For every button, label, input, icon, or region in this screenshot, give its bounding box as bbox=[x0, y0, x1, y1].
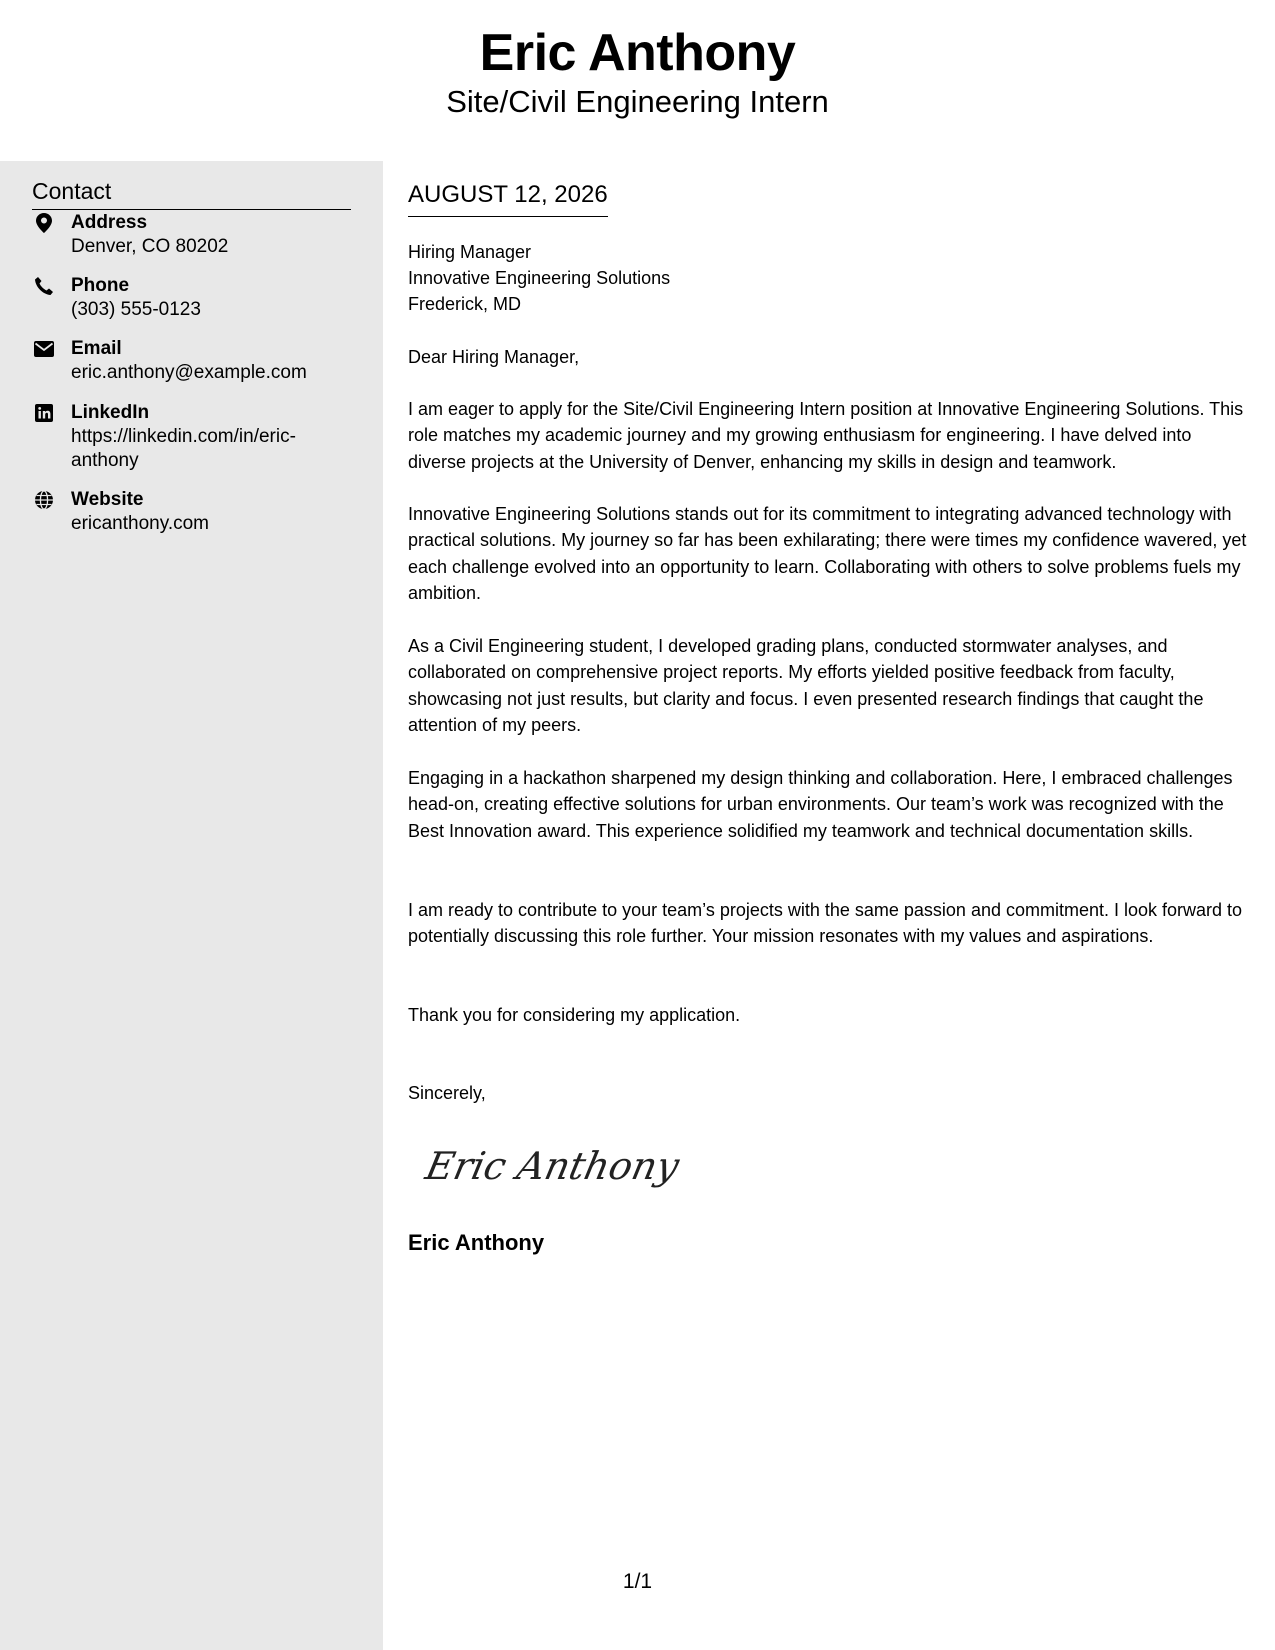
paragraph: I am eager to apply for the Site/Civil Engineering Intern position at Innovative Engineering Solutions. This role matches my academic journey and my growing enthusiasm for engineering. I have delved into diverse projects at the University of Denver, enhancing my skills in design and teamwork. bbox=[408, 399, 1244, 472]
contact-label: Address bbox=[71, 212, 148, 233]
contact-value: Denver, CO 80202 bbox=[71, 236, 229, 257]
signature-image bbox=[421, 1131, 683, 1201]
letter-date: AUGUST 12, 2026 bbox=[408, 179, 608, 217]
contact-label: Email bbox=[71, 338, 122, 359]
paragraph: Innovative Engineering Solutions stands out for its commitment to integrating advanced technology with practical solutions. My journey so far has been exhilarating; there were times my confidence wavered, yet each challenge evolved into an opportunity to learn. Collaborating with others to solve problems fuels my ambition. bbox=[408, 504, 1247, 604]
paragraph: I am ready to contribute to your team’s projects with the same passion and commitment. I look forward to potentially discussing this role further. Your mission resonates with my values and aspirations. bbox=[408, 900, 1243, 947]
recipient-block bbox=[408, 239, 670, 317]
header bbox=[0, 0, 1275, 161]
signature-text: Eric Anthony bbox=[421, 1144, 683, 1189]
linkedin-icon bbox=[32, 401, 56, 425]
globe-icon bbox=[32, 488, 56, 512]
job-title: Site/Civil Engineering Intern bbox=[446, 84, 829, 119]
contact-sidebar bbox=[0, 161, 383, 1650]
closing: Sincerely, bbox=[408, 1083, 486, 1103]
phone-icon bbox=[32, 274, 56, 298]
paragraph: As a Civil Engineering student, I developed grading plans, conducted stormwater analyses, and collaborated on comprehensive project reports. My efforts yielded positive feedback from faculty, showcasing not just results, but clarity and focus. I even presented research findings that caught the attention of my peers. bbox=[408, 636, 1204, 736]
contact-label: LinkedIn bbox=[71, 402, 150, 423]
candidate-name: Eric Anthony bbox=[479, 24, 796, 82]
contact-value: https://linkedin.com/in/eric-anthony bbox=[71, 426, 296, 471]
contact-value: eric.anthony@example.com bbox=[71, 362, 307, 383]
signer-name: Eric Anthony bbox=[408, 1230, 545, 1255]
map-pin-icon bbox=[32, 211, 56, 235]
envelope-icon bbox=[32, 337, 56, 361]
contact-heading: Contact bbox=[32, 176, 351, 210]
contact-value: (303) 555-0123 bbox=[71, 299, 201, 320]
salutation: Dear Hiring Manager, bbox=[408, 347, 580, 367]
paragraph: Engaging in a hackathon sharpened my design thinking and collaboration. Here, I embraced challenges head-on, creating effective solutions for urban environments. Our team’s work was recognized with the Best Innovation award. This experience solidified my teamwork and technical documentation skills. bbox=[408, 768, 1233, 841]
contact-value: ericanthony.com bbox=[71, 513, 209, 534]
contact-label: Phone bbox=[71, 275, 130, 296]
contact-label: Website bbox=[71, 489, 144, 510]
recipient-company: Innovative Engineering Solutions bbox=[408, 268, 671, 288]
page-number: 1/1 bbox=[622, 1570, 653, 1593]
paragraph: Thank you for considering my application. bbox=[408, 1005, 741, 1025]
recipient-location: Frederick, MD bbox=[408, 294, 522, 314]
recipient-title: Hiring Manager bbox=[408, 242, 532, 262]
